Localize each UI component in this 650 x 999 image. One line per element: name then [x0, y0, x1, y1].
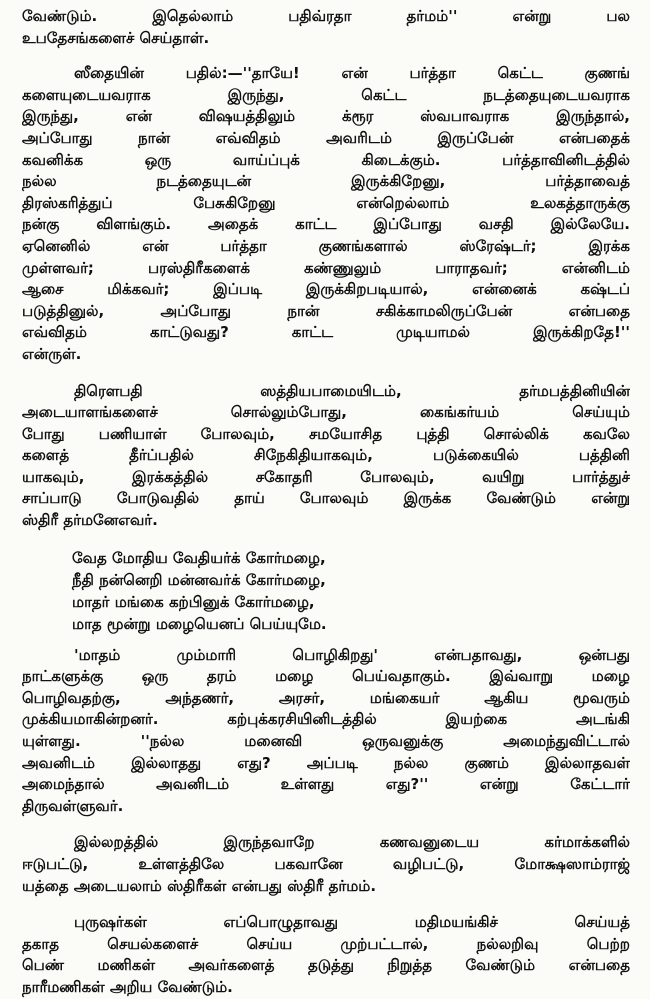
text-line: அப்போது நான் எவ்விதம் அவரிடம் இருப்பேன் என்பதைக் — [22, 128, 630, 147]
text-line: களையுடையவராக இருந்து, கெட்ட நடத்தையுடையவராக — [22, 85, 630, 104]
text-line: நன்கு விளங்கும். அதைக் காட்ட இப்போது வசதி இல்லேயே. — [22, 215, 630, 234]
text-line: யாகவும், இரக்கத்தில் சகோதரி போலவும், வயிறு பார்த்துச் — [22, 467, 630, 486]
text-line: நாரீமணிகள் அறிய வேண்டும். — [22, 977, 233, 996]
text-line: ஆசை மிக்கவர்; இப்படி இருக்கிறபடியால், என்னைக் கஷ்டப் — [22, 280, 630, 299]
text-line: திரௌபதி ஸத்தியபாமையிடம், தர்மபத்தினியின் — [74, 381, 630, 400]
text-line: வேண்டும். இதெல்லாம் பதிவ்ரதா தர்மம்'' என்று பல — [22, 7, 630, 25]
text-line: சாப்பாடு போடுவதில் தாய் போலவும் இருக்க வேண்டும் என்று — [22, 489, 630, 508]
text-line: தகாத செயல்களைச் செய்ய முற்பட்டால், நல்லறிவு பெற்ற — [22, 934, 630, 953]
text-line: என்ருள். — [22, 344, 82, 363]
verse-line: நீதி நன்னெறி மன்னவர்க் கோர்மழை, — [72, 570, 326, 589]
text-line: நாட்களுக்கு ஒரு தரம் மழை பெய்வதாகும். இவ்வாறு மழை — [22, 667, 630, 686]
text-line: புருஷர்கள் எப்பொழுதாவது மதிமயங்கிச் செய்யத் — [74, 913, 630, 932]
paragraph-rain — [22, 645, 630, 818]
paragraph-intro — [22, 6, 630, 49]
verse-line: வேத மோதிய வேதியர்க் கோர்மழை, — [72, 548, 326, 567]
text-line: திரஸ்கரித்துப் பேசுகிறேனு என்றெல்லாம் உலகத்தாருக்கு — [22, 193, 630, 212]
text-line: திருவள்ளுவர். — [22, 796, 124, 815]
paragraph-sita-reply — [22, 63, 630, 365]
paragraph-householder — [22, 832, 630, 897]
text-line: அமைந்தால் அவனிடம் உள்ளது எது?'' என்று கேட்டார் — [22, 775, 630, 794]
text-line: ஸ்திரீ தர்மனேஎவர். — [22, 511, 158, 530]
text-line: இல்லறத்தில் இருந்தவாறே கணவனுடைய கர்மாக்களில் — [74, 833, 630, 852]
text-line: எவ்விதம் காட்டுவது? காட்ட முடியாமல் இருக்கிறதே!'' — [22, 323, 630, 342]
text-line: இருந்து, என் விஷயத்திலும் க்ரூர ஸ்வபாவராக இருந்தால், — [22, 107, 630, 126]
text-line: போது பணியாள் போலவும், சமயோசித புத்தி சொல்லிக் கவலே — [22, 424, 630, 443]
text-line: அடையாளங்களைச் சொல்லும்போது, கைங்கர்யம் செய்யும் — [22, 403, 630, 422]
text-line: ஈடுபட்டு, உள்ளத்திலே பகவானே வழிபட்டு, மோக்ஷஸாம்ராஜ் — [22, 855, 630, 873]
text-line: முள்ளவர்; பரஸ்திரீகளைக் கண்ணுலும் பாராதவர்; என்னிடம் — [22, 258, 630, 277]
paragraph-draupadi — [22, 381, 630, 532]
text-line: படுத்தினுல், அப்போது நான் சகிக்காமலிருப்பேன் என்பதை — [22, 301, 630, 320]
text-line: உபதேசங்களைச் செய்தாள். — [22, 28, 210, 47]
text-line: யத்தை அடையலாம் ஸ்திரீகள் என்பது ஸ்திரீ தர்மம். — [22, 876, 377, 895]
text-line: பெண் மணிகள் அவர்களைத் தடுத்து நிறுத்த வேண்டும் என்பதை — [22, 956, 630, 975]
text-line: பொழிவதற்கு, அந்தணர், அரசர், மங்கையர் ஆகிய மூவரும் — [22, 688, 630, 707]
text-line: யுள்ளது. ''நல்ல மனைவி ஒருவனுக்கு அமைந்துவிட்டால் — [22, 732, 630, 751]
text-line: களைத் தீர்ப்பதில் சிநேகிதியாகவும், படுக்கையில் பத்தினி — [22, 446, 630, 465]
verse-line: மாத மூன்று மழையெனப் பெய்யுமே. — [72, 614, 327, 633]
text-line: அவனிடம் இல்லாதது எது? அப்படி நல்ல குணம் இல்லாதவள் — [22, 753, 630, 772]
text-line: முக்கியமாகின்றனர். கற்புக்கரசியினிடத்தில் இயற்கை அடங்கி — [22, 710, 630, 729]
text-line: ஏனெனில் என் பர்த்தா குணங்களால் ஸ்ரேஷ்டர்; இரக்க — [22, 236, 630, 255]
text-line: கவனிக்க ஒரு வாய்ப்புக் கிடைக்கும். பர்த்தாவினிடத்தில் — [22, 150, 630, 169]
verse-block — [22, 547, 630, 635]
text-line: நல்ல நடத்தையுடன் இருக்கிறேனு, பர்த்தாவைத் — [22, 172, 630, 191]
verse-line: மாதர் மங்கை கற்பினுக் கோர்மழை, — [72, 592, 315, 611]
paragraph-men — [22, 912, 630, 998]
text-line: 'மாதம் மும்மாரி பொழிகிறது' என்பதாவது, ஒன்பது — [74, 645, 630, 664]
text-line: ஸீதையின் பதில்:—''தாயே! என் பர்த்தா கெட்ட குணங் — [74, 64, 630, 83]
